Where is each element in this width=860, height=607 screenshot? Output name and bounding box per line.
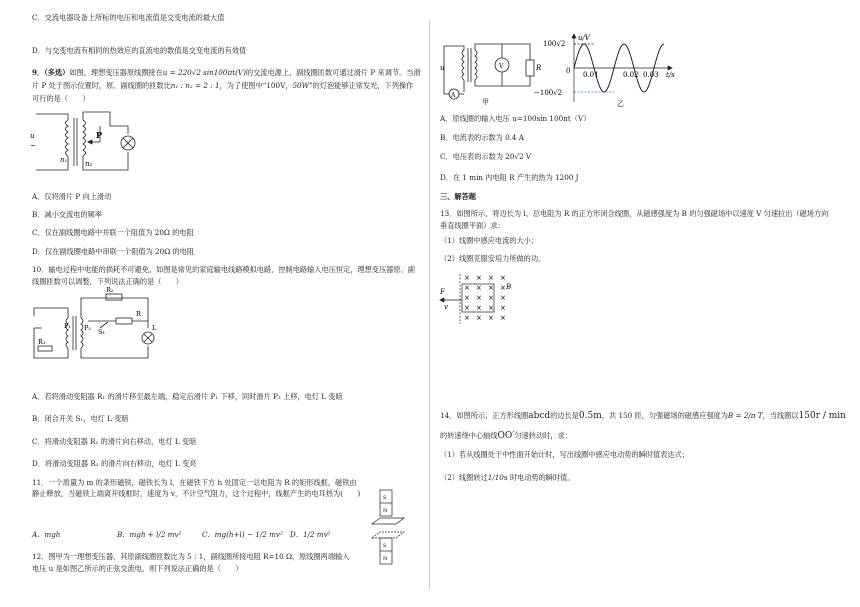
q10-option-d: D．将滑动变阻器 R₂ 的滑片向右移动，电灯 L 变亮 (32, 459, 197, 468)
q10-s1-label: S₁ (98, 328, 106, 336)
q13-line2: 垂直线圈平面）求： (440, 221, 505, 230)
q13-field-figure (438, 272, 528, 328)
field-cross: × (476, 314, 482, 322)
q12-line2: 电压 u 是如图乙所示的正弦交流电，则下列说法正确的是（ ） (32, 564, 243, 573)
q9-p-label: P (96, 130, 103, 140)
q9-stem-part: 片 P 处于图示位置时，原、副线圈的匝数比 (32, 81, 171, 90)
graph-ybottom: −100√2 (534, 89, 563, 97)
q9-number: 9．（多选） (32, 68, 70, 77)
field-cross: × (464, 274, 470, 282)
q9-transformer-circuit (30, 108, 155, 178)
q14-b-value: B = 2/π T (727, 411, 763, 420)
q9-power: 50W (292, 81, 309, 90)
q13-b-label: B (506, 283, 512, 291)
q14-sub1: （1）若从线圈处于中性面开始计时，写出线圈中感应电动势的瞬时值表达式； (440, 450, 689, 459)
q11-n-label-top: N (383, 508, 388, 514)
q14-stem-part: 的转速绕中心轴线 (440, 431, 498, 440)
q11-s-label-top: S (383, 495, 387, 501)
q11-n-label-bottom: N (383, 556, 388, 562)
graph-xlabel: t/s (666, 71, 675, 79)
q9-ratio: n₁ : n₂ = 2 : 1 (170, 81, 220, 90)
q9-line1 (32, 69, 421, 76)
field-cross: × (464, 294, 470, 302)
q9-option-a: A．仅将滑片 P 向上滑动 (32, 192, 112, 201)
q13-sub1: （1）线圈中感应电流的大小； (440, 236, 539, 245)
q14-line2 (440, 432, 572, 441)
q11-option-a: A．mgh (32, 530, 61, 539)
q10-p1-label: P₁ (64, 322, 71, 330)
q10-line1: 10．输电过程中电能的损耗不可避免，如图是常见的家庭输电线路模拟电路，控制电路输入电压恒定，理想变压器原、副 (32, 265, 415, 274)
field-cross: × (476, 304, 482, 312)
q9-n1-label: n₁ (60, 156, 68, 164)
caption-jia: 甲 (482, 98, 489, 106)
voltmeter-symbol: V (499, 63, 504, 70)
field-cross: × (488, 274, 494, 282)
q13-sub2: （2）线圈克服安培力所做的功。 (440, 254, 546, 263)
q14-sub2 (440, 474, 575, 481)
q10-r-label: R (136, 310, 141, 318)
field-cross: × (488, 294, 494, 302)
caption-yi: 乙 (617, 100, 624, 108)
column-divider (429, 20, 430, 590)
field-cross: × (500, 284, 506, 292)
magnetic-field-crosses (464, 274, 506, 322)
q14-stem-part: 14．如图所示，正方形线圈 (440, 411, 529, 420)
q10-option-a: A．若将滑动变阻器 R₁ 的滑片移至最左端，稳定后滑片 P₁ 下移，同时滑片 P₂ 上移，电灯 L 变暗 (32, 392, 343, 401)
q14-fraction: 1/10 (487, 473, 504, 482)
q9-line3: 可行的是（ ） (32, 94, 90, 103)
q10-option-c: C．将滑动变阻器 R₁ 的滑片向右移动，电灯 L 变暗 (32, 437, 197, 446)
graph-tick-1: 0.01 (583, 71, 599, 79)
q9-line2 (32, 82, 413, 89)
q14-speed: 150r / min (798, 411, 846, 421)
q11-line1: 11．一个质量为 m 的条形磁铁，磁铁长为 l，在磁铁下方 h 处固定一总电阻为 R 的矩形线框，磁铁由 (32, 478, 357, 487)
q11-option-b: B．mgh + l/2 mv² (117, 530, 182, 539)
q10-circuit (28, 288, 163, 373)
q9-option-c: C．仅在副线圈电路中并联一个阻值为 20Ω 的电阻 (32, 228, 194, 237)
field-cross: × (500, 274, 506, 282)
field-cross: × (464, 284, 470, 292)
q10-r1-label: R₁ (38, 338, 46, 346)
q12-circuit-jia (440, 42, 540, 106)
q8-option-d: D．与交变电流有相同的热效应的直流电的数值是交变电流的有效值 (32, 46, 247, 55)
graph-zero: 0 (566, 67, 571, 75)
graph-ytop: 100√2 (543, 40, 566, 48)
q14-stem-part: ，共 150 匝，匀强磁场的磁感应强度为 (601, 411, 728, 420)
q10-p2-label: P₂ (84, 324, 91, 332)
q10-line2: 线圈匝数可以调整，下列说法正确的是（ ） (32, 277, 183, 286)
q11-line2: 静止释放，当磁铁上端离开线框时，速度为 v，不计空气阻力，这个过程中，线框产生的电耳热为( ) (32, 489, 361, 498)
q14-abcd: abcd (528, 411, 551, 421)
q9-option-d: D．仅在副线圈电路中串联一个阻值为 20Ω 的电阻 (32, 247, 195, 256)
graph-ylabel: u/V (578, 34, 590, 42)
q10-l-label: L (152, 324, 157, 332)
q12-option-c: C．电压表的示数为 20√2 V (440, 152, 532, 161)
q14-sub2-part: s 时电动势的瞬时值。 (503, 473, 575, 482)
q14-axis: OO′ (497, 431, 515, 441)
q14-stem-part: 匀速转动时，求： (514, 431, 572, 440)
q14-side: 0.5m (578, 411, 602, 421)
q14-line1 (440, 412, 846, 421)
field-cross: × (476, 274, 482, 282)
q9-n2-label: n₂ (85, 160, 93, 168)
field-cross: × (500, 294, 506, 302)
q9-stem-part: 如图，理想变压器原线圈接在 (69, 68, 163, 77)
q12-u-label: u (440, 64, 445, 72)
q13-line1: 13．如图所示，将边长为 l、总电阻为 R 的正方形闭合线圈，从磁感强度为 B 的匀强磁场中以速度 V 匀速拉出（磁场方向 (440, 209, 829, 218)
q11-s-label-bottom: S (383, 543, 387, 549)
q10-option-b: B．闭合开关 S₁，电灯 L 变暗 (32, 414, 129, 423)
q8-option-c: C．交流电器设备上所标的电压和电流值是交变电流的最大值 (32, 13, 225, 22)
field-cross: × (476, 284, 482, 292)
q11-option-c: C．mg(h+l) − 1/2 mv² (202, 530, 283, 539)
graph-tick-3: 0.03 (643, 71, 659, 79)
q12-line1: 12．图甲为一理想变压器，其原副线圈匝数比为 5 : 1，副线圈所接电阻 R=10 Ω，原线圈两端输入 (32, 552, 350, 561)
q14-stem-part: 的边长是 (550, 411, 579, 420)
ammeter-symbol: A (451, 92, 456, 99)
field-cross: × (488, 284, 494, 292)
graph-tick-2: 0.02 (623, 71, 639, 79)
q14-sub2-part: （2）线圈转过 (440, 473, 488, 482)
q9-option-b: B．减小交流电的频率 (32, 210, 102, 219)
q12-option-a: A．原线圈的输入电压 u=100sin 100πt（V） (440, 114, 591, 123)
q12-option-b: B．电流表的示数为 0.4 A (440, 133, 524, 142)
q9-stem-part: ，为了使图中“100V， (219, 81, 293, 90)
q12-voltage-graph-yi (534, 32, 692, 108)
q12-r-label: R (536, 64, 542, 72)
q14-stem-part: ，当线圈以 (762, 411, 799, 420)
q13-f-label: F (440, 288, 445, 296)
q13-v-label: v (444, 303, 448, 311)
field-cross: × (476, 294, 482, 302)
q12-option-d: D．在 1 min 内电阻 R 产生的热为 1200 J (440, 173, 579, 182)
q9-ac-symbol: ~ (30, 142, 36, 150)
q11-magnet-frame-figure (370, 486, 410, 568)
field-cross: × (464, 304, 470, 312)
q11-option-d: D．1/2 mv² (290, 530, 331, 539)
q9-stem-part: ”的灯泡能够正常发光，下列操作 (309, 81, 414, 90)
field-cross: × (488, 314, 494, 322)
section-heading-3: 三、解答题 (440, 192, 476, 201)
field-cross: × (500, 314, 506, 322)
field-cross: × (488, 304, 494, 312)
q10-r2-label: R₂ (106, 286, 114, 294)
field-cross: × (464, 314, 470, 322)
q9-stem-part: 的交流电源上，副线圈匝数可通过滑片 P 来调节。当滑 (245, 68, 421, 77)
field-cross: × (500, 304, 506, 312)
q9-formula: u = 220√2 sin100πt(V) (162, 68, 246, 77)
q9-u-label: u (30, 132, 35, 140)
